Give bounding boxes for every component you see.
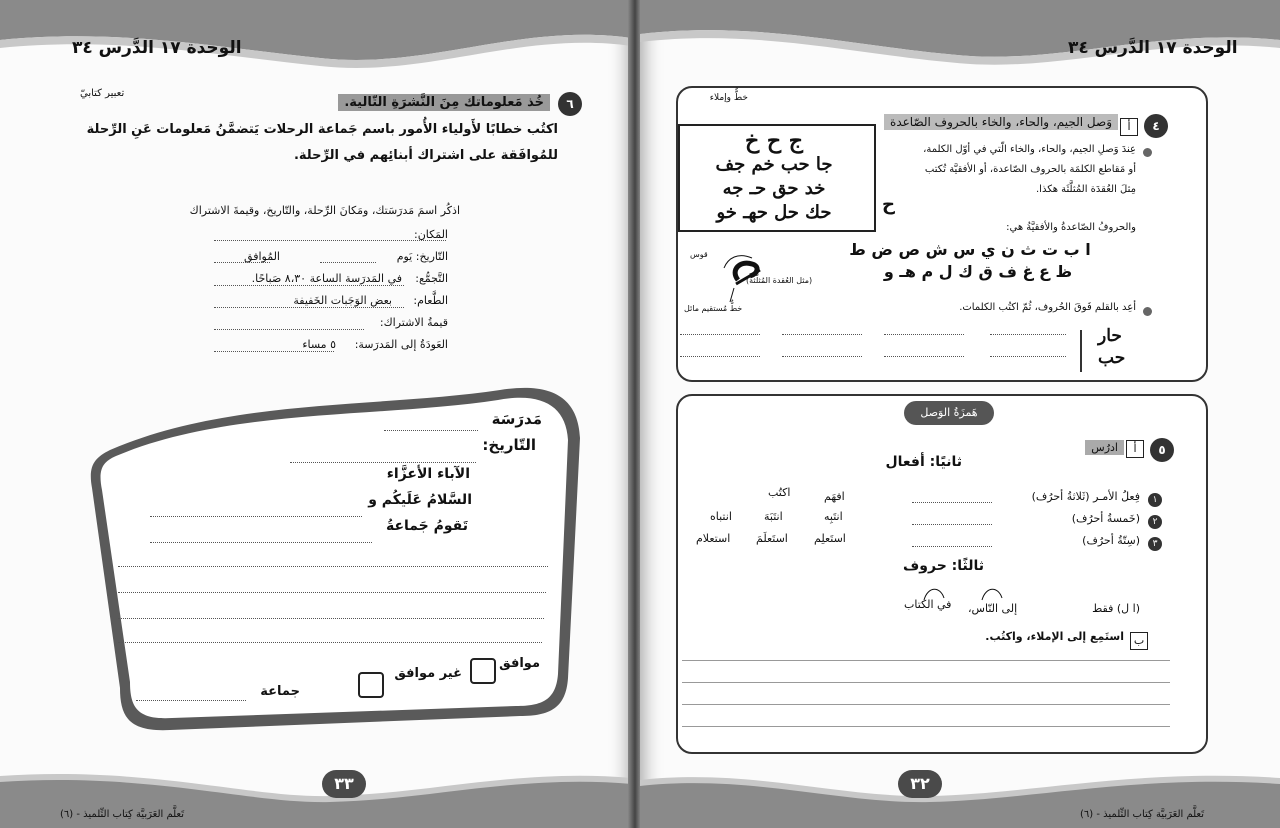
form-date-label: التّاريخ: يَوم xyxy=(396,250,448,263)
row-1-word-2: افهَم xyxy=(824,490,845,503)
dictation-line-4 xyxy=(682,726,1170,727)
letters-row-2: جا حب خم جف xyxy=(715,154,833,175)
right-page xyxy=(640,0,1280,828)
form-gathering-label: التَّجمُّع: xyxy=(415,272,448,285)
row-1-word-1: اكتُب xyxy=(768,486,791,499)
letter-greeting-1: الآباء الأعزَّاء xyxy=(386,466,470,482)
instruction-bullet xyxy=(1143,307,1152,316)
group-label: جماعة xyxy=(260,684,300,699)
letter-dots-1 xyxy=(150,516,362,517)
trace-word-1: حار xyxy=(1098,326,1122,346)
form-date-dots xyxy=(320,262,376,263)
page-number: ٣٣ xyxy=(322,770,366,798)
page-number: ٣٢ xyxy=(898,770,942,798)
rising-letters-row-2: ظ ع غ ف ق ك ل م هـ و xyxy=(883,262,1073,281)
row-1-number: ١ xyxy=(1148,493,1162,507)
dictation-line-2 xyxy=(682,682,1170,683)
note-line-1: عِندَ وَصلِ الجيم، والحاء، والخاء الّتي في أوّل الكلمة، xyxy=(923,144,1136,155)
box2-header: هَمزَةُ الوَصل xyxy=(904,401,994,425)
note-line-3: مِثلَ العُقدَة المُثلَّثَة هكذا. xyxy=(1036,184,1136,195)
row-3-word-3: استعلام xyxy=(696,532,731,545)
row-3-dots xyxy=(912,546,992,547)
article-note: (ا ل) فقط xyxy=(1092,602,1140,615)
letters-row-4: حك حل حهـ خو xyxy=(716,202,832,223)
form-return-value: ٥ مساء xyxy=(302,338,336,351)
form-fee-dots xyxy=(214,329,364,330)
write-dots-8 xyxy=(680,356,760,357)
form-food-dots xyxy=(214,307,404,308)
note-line-4: والحروفُ الصّاعدةُ والأفقيَّةُ هي: xyxy=(1006,222,1136,233)
box1-instruction-2: أعِد بالقلم فَوقَ الحُروف، ثُمّ اكتُب الكلمات. xyxy=(959,302,1136,313)
group-dots xyxy=(136,700,246,701)
form-food-value: بعض الوَجَبات الخَفيفة xyxy=(293,294,392,307)
diagram-line-label: خطٌّ مُستقيم مائل xyxy=(684,304,743,313)
form-date-corresponding: المُوافق xyxy=(244,250,280,263)
exercise-number-5: ٥ xyxy=(1150,438,1174,462)
footer-text: تَعلَّم العَرَبيَّة كِتاب التِّلميذ - (٦) xyxy=(60,809,185,820)
write-dots-2 xyxy=(884,334,964,335)
group-checkbox[interactable] xyxy=(358,672,384,698)
letter-dots-4 xyxy=(118,592,546,593)
row-3-word-2: استَعلَمَ xyxy=(756,532,788,545)
form-intro: اذكُر اسمَ مَدرَسَتك، ومَكانَ الرِّحلة، والتّاريخ، وقيمةَ الاشتراك xyxy=(189,204,460,217)
exercise-number-4: ٤ xyxy=(1144,114,1168,138)
letters-row-1: ج ح خ xyxy=(745,128,803,154)
task-line-1: اكتُب خطابًا لأَولياء الأُمور باسم جَماعة الرحلات يَتضمَّنُ مَعلومات عَنِ الرِّحلة xyxy=(86,122,558,137)
row-2-dots xyxy=(912,524,992,525)
write-dots-4 xyxy=(680,334,760,335)
part-b-box: ب xyxy=(1130,632,1148,650)
exercise-number: ٦ xyxy=(558,92,582,116)
form-place-label: المَكان: xyxy=(414,228,448,241)
section-label: تعبير كتابيّ xyxy=(80,88,125,99)
letter-dots-6 xyxy=(118,642,542,643)
row-2-word-3: انتباه xyxy=(710,510,732,523)
form-date-dots-2 xyxy=(214,262,270,263)
left-page xyxy=(0,0,632,828)
disagree-label: غير موافق xyxy=(394,666,462,681)
example-2: في الكتاب xyxy=(904,598,952,611)
trace-word-2: حب xyxy=(1098,348,1126,368)
form-food-label: الطَّعام: xyxy=(413,294,448,307)
letter-date-dots xyxy=(290,462,476,463)
form-gathering-dots xyxy=(214,285,404,286)
word-divider xyxy=(1080,330,1082,372)
letter-date-label: التّاريخ: xyxy=(482,436,536,454)
write-dots-3 xyxy=(782,334,862,335)
form-return-dots xyxy=(214,351,334,352)
write-dots-1 xyxy=(990,334,1066,335)
row-1-label: فِعلُ الأمـر (ثَلاثةُ أحرُف) xyxy=(1031,490,1140,503)
form-gathering-value: في المَدرَسة الساعة ٨،٣٠ صَباحًا. xyxy=(251,272,402,285)
row-2-word-2: انتَبَهَ xyxy=(764,510,783,523)
unit-lesson-title: الوحدة ١٧ الدَّرس ٣٤ xyxy=(1068,38,1238,58)
letter-dots-3 xyxy=(118,566,548,567)
exercise-instruction: خُذ مَعلوماتك مِنَ النَّشرَةِ التّالية. xyxy=(338,94,550,111)
note-bullet xyxy=(1143,148,1152,157)
box1-title: وَصل الجيم، والحاء، والخاء بالحروف الصّاعدة xyxy=(884,114,1118,130)
letter-school-dots xyxy=(384,430,478,431)
handwriting-label: خطٌّ وإملاء xyxy=(709,93,748,103)
row-2-number: ٢ xyxy=(1148,515,1162,529)
letter-greeting-2: السَّلامُ عَلَيكُم و xyxy=(368,492,472,508)
dictation-line-1 xyxy=(682,660,1170,661)
letter-dots-2 xyxy=(150,542,372,543)
letter-school-label: مَدرَسَة xyxy=(491,410,542,428)
dictation-instruction: استَمِع إلى الإملاء، واكتُب. xyxy=(985,630,1124,643)
letters-row-3: خد حق حـ جه xyxy=(722,178,826,199)
row-1-dots xyxy=(912,502,992,503)
note-line-2: أو مَقاطع الكلمَة بالحروف الصّاعدة، أو الأفقيَّة تُكتب xyxy=(924,164,1136,175)
letter-greeting-3: تَقومُ جَماعةُ xyxy=(385,518,468,534)
form-return-label: العَودَةُ إلى المَدرَسة: xyxy=(354,338,448,351)
note-glyph: ح xyxy=(882,194,895,215)
dictation-line-3 xyxy=(682,704,1170,705)
write-dots-6 xyxy=(884,356,964,357)
footer-text: تَعلَّم العَرَبيَّة كِتاب التِّلميذ - (٦) xyxy=(1080,809,1205,820)
letter-card xyxy=(80,378,600,740)
row-2-word-1: انتَبِه xyxy=(824,510,843,523)
part-a-box-2: أ xyxy=(1126,440,1144,458)
unit-lesson-title: الوحدة ١٧ الدَّرس ٣٤ xyxy=(72,38,242,58)
write-dots-7 xyxy=(782,356,862,357)
row-3-label: (سِتّةُ أحرُف) xyxy=(1082,534,1140,547)
form-fee-label: قيمةُ الاشتراك: xyxy=(379,316,448,329)
disagree-checkbox[interactable] xyxy=(470,658,496,684)
row-3-number: ٣ xyxy=(1148,537,1162,551)
rising-letters-row-1: ا ب ت ث ن ي س ش ص ض ط xyxy=(849,240,1091,259)
form-place-dots xyxy=(214,240,446,241)
verbs-heading: ثانيًا: أفعال xyxy=(885,454,962,470)
agree-label: موافق xyxy=(499,656,540,671)
particles-heading: ثالثًا: حروف xyxy=(903,558,984,574)
part-a-box: أ xyxy=(1120,118,1138,136)
row-2-label: (خَمسةُ أحرُف) xyxy=(1071,512,1140,525)
diagram-knot-label: (مثل العُقدة المُثلّثة) xyxy=(746,276,813,285)
example-1: إلى النّاس، xyxy=(968,602,1018,615)
row-3-word-1: استَعلِم xyxy=(814,532,846,545)
task-line-2: للمُوافَقة على اشتراك أبنائِهم في الرِّحلة. xyxy=(293,148,558,163)
diagram-arc-label: قوس xyxy=(690,250,708,259)
letter-dots-5 xyxy=(118,618,544,619)
study-label: ادرُس xyxy=(1085,440,1124,455)
write-dots-5 xyxy=(990,356,1066,357)
